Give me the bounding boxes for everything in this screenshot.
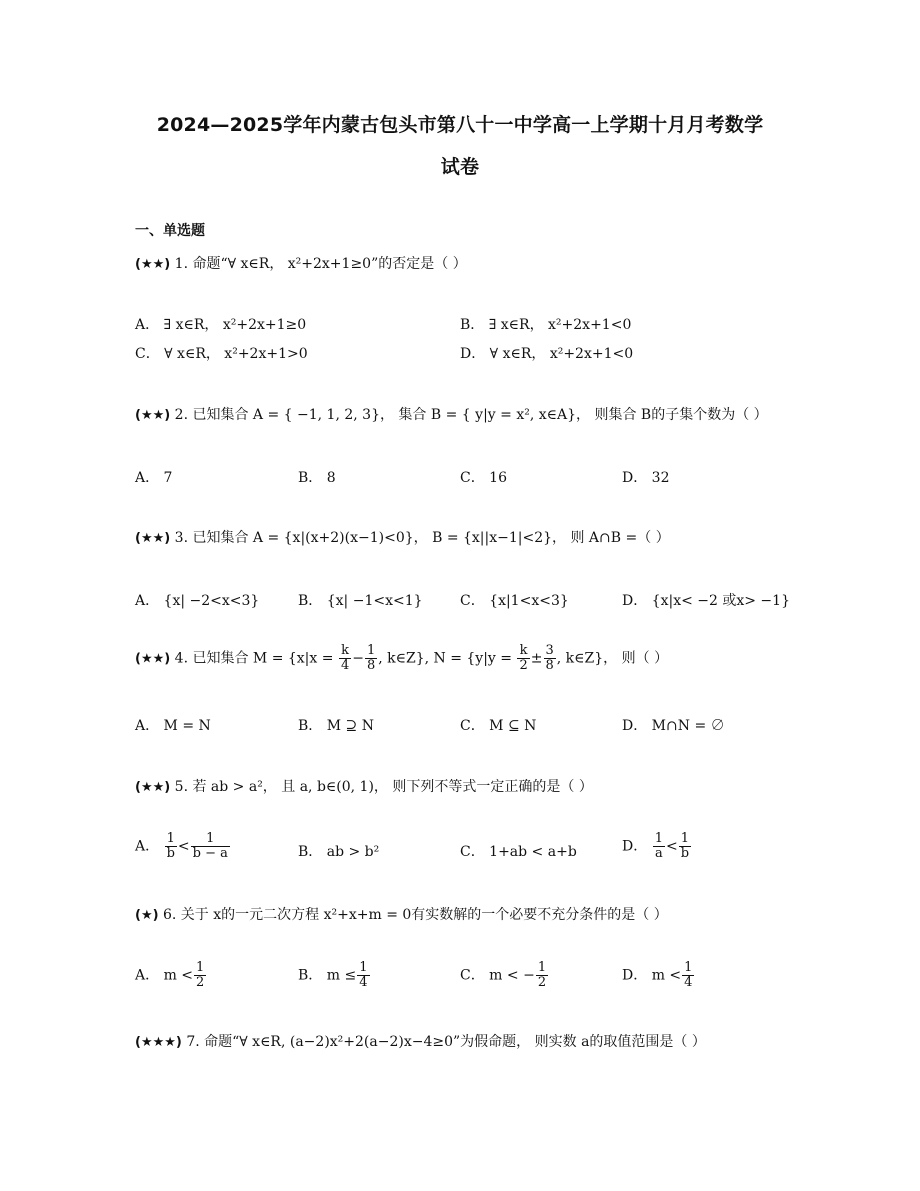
option-c[interactable]: C． 16 xyxy=(460,470,507,486)
question-4 xyxy=(135,644,668,673)
question-2 xyxy=(135,404,768,424)
question-stem-mid: , k∈Z}, N = {y|y = xyxy=(378,650,517,667)
option-c[interactable]: C． 1+ab < a+b xyxy=(460,844,577,860)
option-a[interactable]: A． ∃ x∈R， x²+2x+1≥0 xyxy=(135,317,307,333)
fraction xyxy=(194,961,206,990)
option-a[interactable]: A． {x| −2<x<3} xyxy=(135,593,260,609)
option-expr: m < xyxy=(651,967,682,984)
option-c[interactable]: C． ∀ x∈R， x²+2x+1>0 xyxy=(135,346,308,362)
option-d[interactable] xyxy=(622,832,692,861)
option-b[interactable]: B． ab > b² xyxy=(298,844,380,860)
option-b[interactable]: B． M ⊇ N xyxy=(298,718,374,734)
denominator: 2 xyxy=(537,975,547,990)
difficulty-stars: (★★) xyxy=(135,408,171,423)
question-stem: 1. 命题“∀ x∈R， x²+2x+1≥0”的否定是（ ） xyxy=(174,256,467,272)
numerator: k xyxy=(339,644,351,659)
fraction xyxy=(339,644,351,673)
question-5 xyxy=(135,776,593,796)
option-c[interactable] xyxy=(460,961,549,990)
numerator: 1 xyxy=(359,960,368,975)
question-stem-prefix: 4. 已知集合 M = {x|x = xyxy=(174,650,338,667)
option-d[interactable]: D． 32 xyxy=(622,470,670,486)
option-a[interactable]: A． M = N xyxy=(135,718,211,734)
fraction xyxy=(191,832,230,861)
fraction xyxy=(682,961,694,990)
exam-title-line1: 2024—2025学年内蒙古包头市第八十一中学高一上学期十月月考数学 xyxy=(156,114,764,136)
option-b[interactable]: B． 8 xyxy=(298,470,336,486)
fraction xyxy=(365,644,377,673)
option-label: D． xyxy=(622,838,648,855)
fraction xyxy=(653,832,665,861)
operator: − xyxy=(352,650,364,667)
option-label: A． xyxy=(135,967,160,984)
denominator: 2 xyxy=(196,975,205,990)
numerator: 3 xyxy=(545,643,554,658)
numerator: 1 xyxy=(366,643,376,658)
option-a[interactable]: A． 7 xyxy=(135,470,173,486)
question-3 xyxy=(135,527,670,547)
difficulty-stars: (★★★) xyxy=(135,1035,182,1050)
question-1 xyxy=(135,253,467,273)
option-expr: m < − xyxy=(489,967,535,984)
option-label: D． xyxy=(622,967,648,984)
difficulty-stars: (★) xyxy=(135,908,159,923)
exam-title-line2: 试卷 xyxy=(440,156,480,178)
question-stem: 5. 若 ab > a²， 且 a, b∈(0, 1)， 则下列不等式一定正确的是（ ） xyxy=(174,779,593,795)
denominator: 4 xyxy=(359,975,368,990)
operator: < xyxy=(177,838,190,855)
numerator: 1 xyxy=(654,831,663,846)
section-heading: 一、单选题 xyxy=(135,223,205,239)
difficulty-stars: (★★) xyxy=(135,531,171,546)
numerator: k xyxy=(517,644,529,659)
option-b[interactable] xyxy=(298,961,371,990)
fraction xyxy=(679,832,691,861)
option-a[interactable] xyxy=(135,961,207,990)
numerator: 1 xyxy=(165,832,177,847)
question-stem: 3. 已知集合 A = {x|(x+2)(x−1)<0}， B = {x||x−1|<2}， 则 A∩B =（ ） xyxy=(174,530,670,546)
fraction xyxy=(536,961,548,990)
difficulty-stars: (★★) xyxy=(135,651,171,667)
option-label: A． xyxy=(135,838,160,855)
option-a[interactable] xyxy=(135,832,231,861)
numerator: 1 xyxy=(679,832,691,847)
question-stem-suffix: , k∈Z}， 则（ ） xyxy=(556,650,669,667)
numerator: 1 xyxy=(191,832,230,847)
denominator: a xyxy=(654,846,663,861)
question-stem: 6. 关于 x的一元二次方程 x²+x+m = 0有实数解的一个必要不充分条件的是（ ） xyxy=(163,907,668,923)
difficulty-stars: (★★) xyxy=(135,780,171,795)
denominator: b − a xyxy=(192,846,228,861)
fraction xyxy=(517,644,529,673)
fraction xyxy=(165,832,177,861)
question-6 xyxy=(135,904,668,924)
denominator: b xyxy=(166,846,175,861)
denominator: 8 xyxy=(366,658,376,673)
operator: < xyxy=(665,838,678,855)
denominator: b xyxy=(680,846,690,861)
option-b[interactable]: B． {x| −1<x<1} xyxy=(298,593,423,609)
question-stem: 2. 已知集合 A = { −1, 1, 2, 3}， 集合 B = { y|y = x², x∈A}， 则集合 B的子集个数为（ ） xyxy=(174,407,768,423)
option-d[interactable]: D． ∀ x∈R， x²+2x+1<0 xyxy=(460,346,634,362)
question-stem: 7. 命题“∀ x∈R, (a−2)x²+2(a−2)x−4≥0”为假命题， 则实数 a的取值范围是（ ） xyxy=(186,1034,706,1050)
operator: ± xyxy=(530,650,543,667)
numerator: 1 xyxy=(537,960,547,975)
numerator: 1 xyxy=(196,960,205,975)
option-label: C． xyxy=(460,967,485,984)
option-b[interactable]: B． ∃ x∈R， x²+2x+1<0 xyxy=(460,317,632,333)
numerator: 1 xyxy=(684,960,693,975)
denominator: 4 xyxy=(684,975,693,990)
fraction xyxy=(544,644,556,673)
option-label: B． xyxy=(298,967,323,984)
option-expr: m ≤ xyxy=(326,967,357,984)
option-d[interactable]: D． M∩N = ∅ xyxy=(622,718,725,734)
difficulty-stars: (★★) xyxy=(135,257,171,272)
denominator: 8 xyxy=(545,658,554,673)
option-d[interactable]: D． {x|x< −2 或x> −1} xyxy=(622,593,790,609)
question-7 xyxy=(135,1031,706,1051)
option-d[interactable] xyxy=(622,961,695,990)
option-c[interactable]: C． {x|1<x<3} xyxy=(460,593,569,609)
option-c[interactable]: C． M ⊆ N xyxy=(460,718,537,734)
denominator: 4 xyxy=(340,658,350,673)
fraction xyxy=(357,961,369,990)
option-expr: m < xyxy=(163,967,194,984)
denominator: 2 xyxy=(519,658,528,673)
